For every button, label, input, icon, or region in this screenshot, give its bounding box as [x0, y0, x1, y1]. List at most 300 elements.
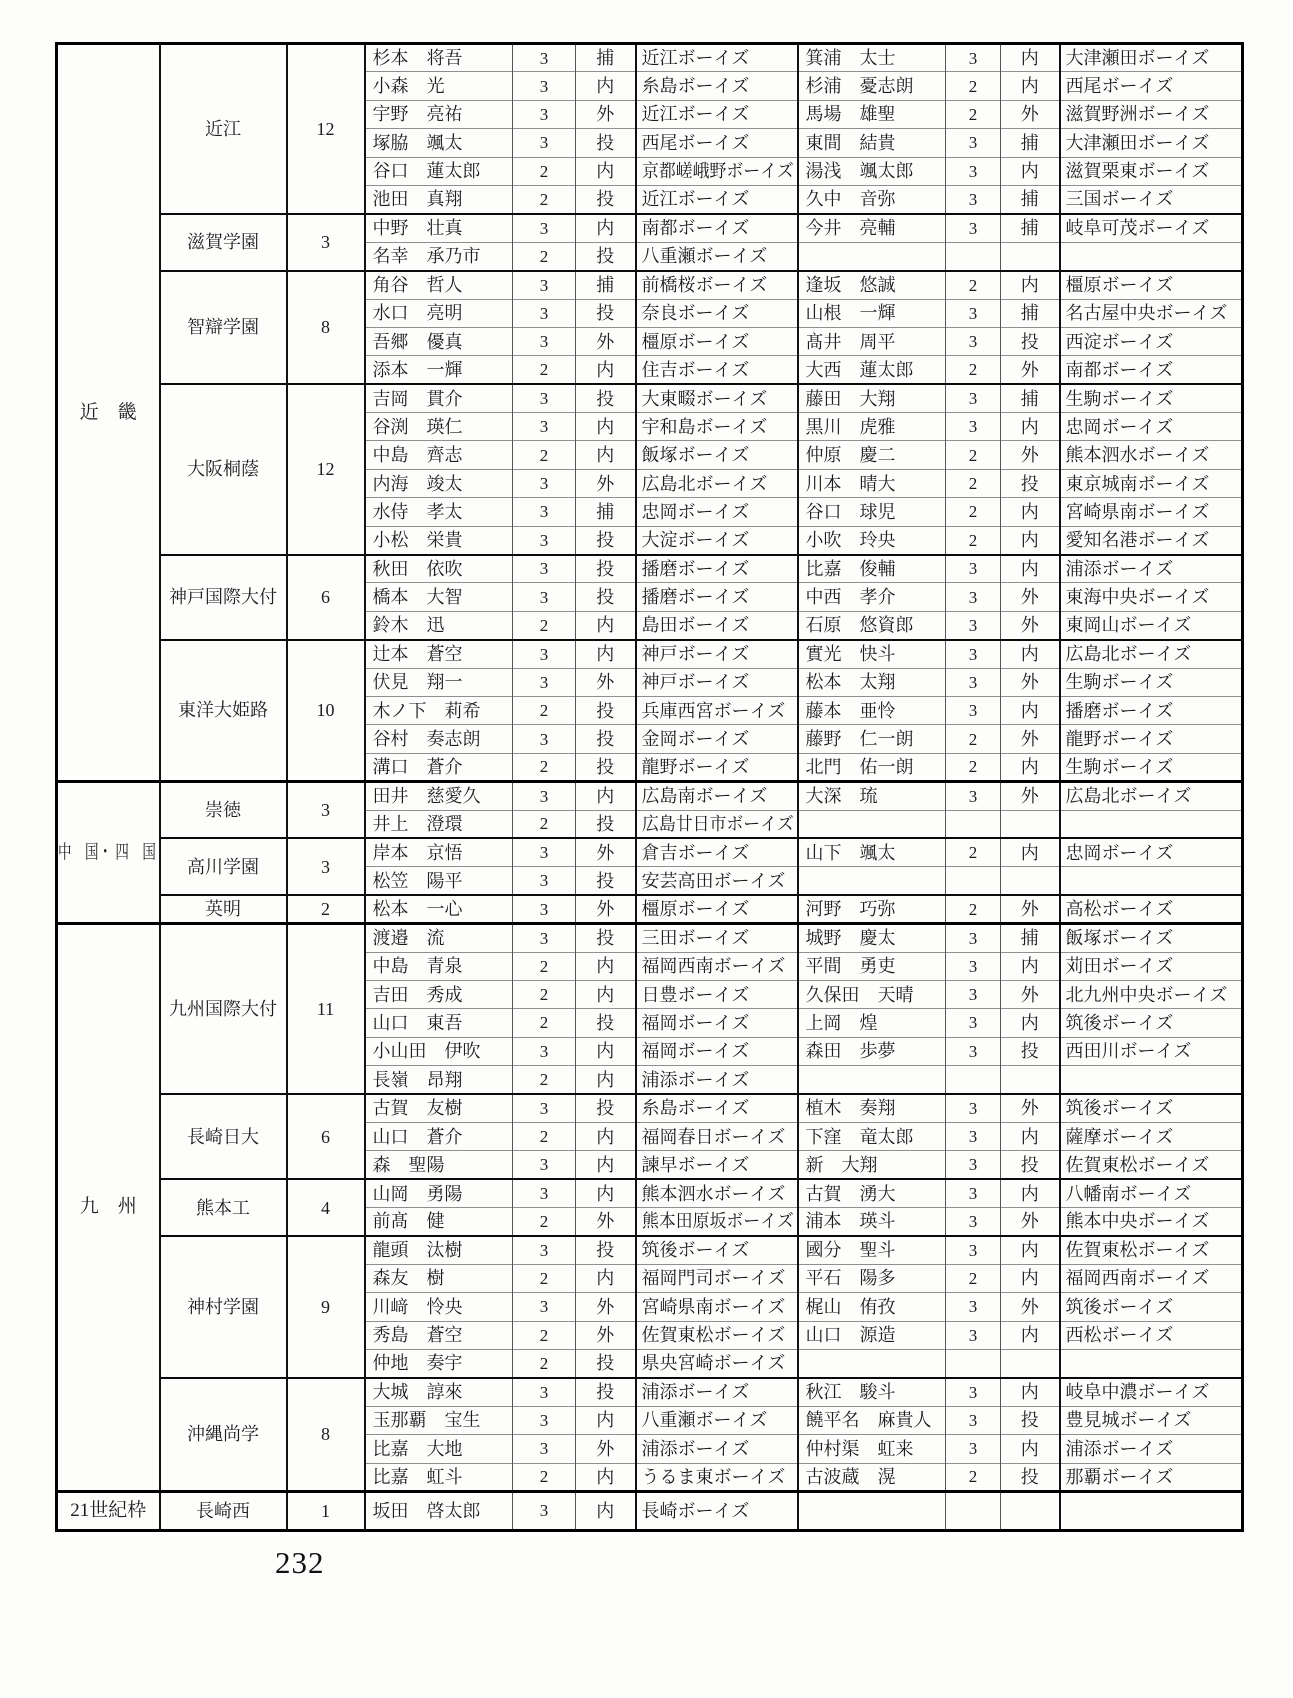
- player-name-cell: [798, 1179, 946, 1207]
- player-name-cell: [798, 640, 946, 668]
- player-team-cell: [636, 1378, 798, 1406]
- table-row: [57, 1491, 1243, 1530]
- player-position-cell: [576, 583, 636, 611]
- player-name-cell: [365, 867, 513, 895]
- player-grade-cell: [513, 583, 576, 611]
- player-name-cell-text: 岸本 京悟: [372, 842, 463, 863]
- player-grade-cell-text: 2: [539, 1353, 549, 1373]
- player-team-cell: [636, 668, 798, 696]
- player-count-cell: [287, 895, 365, 923]
- school-cell: [160, 214, 287, 271]
- player-team-cell-text: 福岡ボーイズ: [641, 1012, 750, 1033]
- player-team-cell: [636, 583, 798, 611]
- player-team-cell: [636, 129, 798, 157]
- player-team-cell-text: 兵庫西宮ボーイズ: [641, 700, 786, 721]
- player-grade-cell-text: 3: [539, 587, 549, 607]
- player-name-cell: [798, 753, 946, 781]
- player-position-cell-text: 外: [1020, 359, 1039, 380]
- player-grade-cell-text: 2: [539, 956, 549, 976]
- player-name-cell-text: 山口 東吾: [372, 1012, 463, 1033]
- player-team-cell-text: 倉吉ボーイズ: [641, 842, 750, 863]
- player-position-cell-text: 外: [1020, 729, 1039, 750]
- player-name-cell-text: 添本 一輝: [372, 359, 463, 380]
- player-position-cell: [576, 413, 636, 441]
- player-position-cell: [576, 129, 636, 157]
- player-team-cell-text: 西尾ボーイズ: [1065, 76, 1174, 97]
- player-grade-cell: [513, 469, 576, 497]
- player-name-cell-text: 湯浅 颯太郎: [805, 161, 914, 182]
- player-position-cell: [576, 1066, 636, 1094]
- player-name-cell-text: 浦本 瑛斗: [805, 1211, 896, 1232]
- player-name-cell-text: 森友 樹: [372, 1268, 445, 1289]
- player-team-cell-text: 高松ボーイズ: [1065, 899, 1174, 920]
- school-cell: [160, 895, 287, 923]
- player-team-cell-text: 生駒ボーイズ: [1065, 756, 1174, 777]
- player-count-cell-text: 10: [316, 700, 335, 721]
- player-team-cell: [1060, 1264, 1243, 1292]
- player-name-cell: [798, 327, 946, 355]
- player-grade-cell: [946, 640, 1001, 668]
- player-grade-cell-text: 2: [968, 843, 978, 863]
- player-name-cell: [798, 129, 946, 157]
- player-grade-cell-text: 3: [968, 559, 978, 579]
- player-team-cell: [1060, 640, 1243, 668]
- player-position-cell-text: 捕: [1020, 132, 1039, 153]
- player-position-cell-text: 外: [596, 1438, 615, 1459]
- school-cell: [160, 782, 287, 839]
- player-grade-cell: [946, 1349, 1001, 1377]
- player-team-cell-text: 大東畷ボーイズ: [641, 388, 768, 409]
- player-position-cell: [1001, 895, 1060, 923]
- player-grade-cell: [946, 413, 1001, 441]
- table-row: [57, 271, 1243, 299]
- player-position-cell: [576, 1349, 636, 1377]
- player-name-cell: [798, 1264, 946, 1292]
- player-position-cell: [576, 441, 636, 469]
- player-team-cell-text: 糸島ボーイズ: [641, 1098, 750, 1119]
- player-team-cell: [1060, 384, 1243, 412]
- player-team-cell-text: 岐阜中濃ボーイズ: [1065, 1382, 1210, 1403]
- player-name-cell: [798, 980, 946, 1008]
- player-name-cell-text: 中西 孝介: [805, 587, 896, 608]
- player-position-cell-text: 内: [1020, 530, 1039, 551]
- player-team-cell-text: 神戸ボーイズ: [641, 644, 750, 665]
- region-cell-text: 近 畿: [79, 401, 137, 423]
- player-grade-cell-text: 3: [539, 48, 549, 68]
- player-grade-cell: [513, 725, 576, 753]
- player-grade-cell: [946, 1293, 1001, 1321]
- player-team-cell: [636, 1066, 798, 1094]
- player-position-cell-text: 内: [1020, 161, 1039, 182]
- player-name-cell: [798, 952, 946, 980]
- player-team-cell: [636, 1208, 798, 1236]
- player-team-cell-text: 生駒ボーイズ: [1065, 672, 1174, 693]
- player-position-cell: [1001, 1066, 1060, 1094]
- player-team-cell-text: 忠岡ボーイズ: [1065, 842, 1174, 863]
- player-grade-cell-text: 3: [539, 530, 549, 550]
- player-team-cell: [636, 895, 798, 923]
- player-position-cell: [1001, 1264, 1060, 1292]
- player-position-cell: [1001, 1236, 1060, 1264]
- player-name-cell: [365, 299, 513, 327]
- player-team-cell-text: 橿原ボーイズ: [641, 331, 750, 352]
- player-name-cell-text: 吉田 秀成: [372, 984, 463, 1005]
- player-team-cell: [636, 1463, 798, 1491]
- player-team-cell: [636, 611, 798, 639]
- player-team-cell-text: 東海中央ボーイズ: [1065, 587, 1210, 608]
- player-position-cell-text: 投: [596, 132, 615, 153]
- player-team-cell-text: 福岡ボーイズ: [641, 1041, 750, 1062]
- player-position-cell-text: 外: [1020, 672, 1039, 693]
- player-team-cell: [1060, 72, 1243, 100]
- player-name-cell-text: 溝口 蒼介: [372, 756, 463, 777]
- player-name-cell: [365, 1236, 513, 1264]
- player-count-cell: [287, 640, 365, 782]
- player-team-cell-text: 浦添ボーイズ: [641, 1438, 750, 1459]
- player-position-cell-text: 外: [596, 104, 615, 125]
- player-grade-cell-text: 2: [968, 1467, 978, 1487]
- player-grade-cell-text: 3: [968, 332, 978, 352]
- player-name-cell-text: 長嶺 昂翔: [372, 1069, 463, 1090]
- player-team-cell-text: 京都嵯峨野ボーイズ: [641, 161, 794, 182]
- player-name-cell: [365, 1208, 513, 1236]
- player-position-cell: [1001, 1037, 1060, 1065]
- player-team-cell-text: 大津瀬田ボーイズ: [1065, 132, 1210, 153]
- player-grade-cell-text: 3: [539, 1382, 549, 1402]
- player-position-cell-text: 内: [1020, 1382, 1039, 1403]
- player-grade-cell-text: 2: [968, 76, 978, 96]
- player-name-cell-text: 植木 奏翔: [805, 1098, 896, 1119]
- player-grade-cell: [513, 129, 576, 157]
- player-team-cell-text: 橿原ボーイズ: [1065, 275, 1174, 296]
- player-grade-cell-text: 2: [539, 1325, 549, 1345]
- player-position-cell: [576, 810, 636, 838]
- player-team-cell: [1060, 1037, 1243, 1065]
- player-name-cell-text: 内海 竣太: [372, 473, 463, 494]
- table-row: [57, 1378, 1243, 1406]
- player-grade-cell: [513, 611, 576, 639]
- player-position-cell-text: 内: [596, 644, 615, 665]
- player-grade-cell: [946, 271, 1001, 299]
- player-grade-cell-text: 2: [539, 360, 549, 380]
- player-name-cell: [365, 952, 513, 980]
- player-team-cell-text: 奈良ボーイズ: [641, 303, 750, 324]
- player-position-cell: [1001, 469, 1060, 497]
- player-team-cell: [636, 498, 798, 526]
- player-position-cell: [576, 1378, 636, 1406]
- player-position-cell: [576, 384, 636, 412]
- player-team-cell-text: 東岡山ボーイズ: [1065, 615, 1192, 636]
- player-position-cell-text: 内: [596, 218, 615, 239]
- player-grade-cell-text: 3: [968, 389, 978, 409]
- player-team-cell: [1060, 1463, 1243, 1491]
- player-name-cell: [798, 1037, 946, 1065]
- player-grade-cell: [513, 753, 576, 781]
- player-name-cell: [798, 895, 946, 923]
- player-team-cell: [1060, 838, 1243, 866]
- school-cell: [160, 838, 287, 895]
- player-team-cell-text: 橿原ボーイズ: [641, 899, 750, 920]
- player-team-cell-text: 住吉ボーイズ: [641, 359, 750, 380]
- player-grade-cell-text: 3: [539, 1184, 549, 1204]
- player-team-cell: [1060, 725, 1243, 753]
- player-grade-cell-text: 2: [539, 1127, 549, 1147]
- player-position-cell: [1001, 555, 1060, 583]
- player-name-cell: [798, 299, 946, 327]
- player-name-cell: [798, 44, 946, 72]
- player-position-cell-text: 投: [1020, 1041, 1039, 1062]
- player-team-cell-text: 福岡門司ボーイズ: [641, 1268, 786, 1289]
- player-position-cell: [576, 72, 636, 100]
- region-cell: [57, 1491, 160, 1530]
- player-team-cell: [1060, 185, 1243, 213]
- player-team-cell-text: 福岡西南ボーイズ: [1065, 1268, 1210, 1289]
- player-position-cell-text: 捕: [596, 501, 615, 522]
- player-name-cell: [798, 867, 946, 895]
- player-team-cell-text: 長崎ボーイズ: [641, 1500, 750, 1521]
- player-position-cell-text: 捕: [1020, 388, 1039, 409]
- player-position-cell-text: 投: [596, 388, 615, 409]
- player-name-cell: [798, 413, 946, 441]
- player-grade-cell: [513, 1094, 576, 1122]
- player-team-cell: [1060, 583, 1243, 611]
- player-team-cell: [1060, 1378, 1243, 1406]
- player-name-cell-text: 逢坂 悠誠: [805, 275, 896, 296]
- player-position-cell: [1001, 1009, 1060, 1037]
- player-grade-cell: [513, 185, 576, 213]
- player-grade-cell: [513, 1122, 576, 1150]
- roster-table-body: [57, 44, 1243, 1531]
- school-cell: [160, 384, 287, 554]
- player-grade-cell: [513, 1208, 576, 1236]
- player-team-cell: [1060, 1491, 1243, 1530]
- school-cell-text: 大阪桐蔭: [187, 459, 259, 480]
- player-name-cell: [798, 72, 946, 100]
- region-cell-text: 21世紀枠: [70, 1499, 147, 1521]
- player-name-cell: [365, 980, 513, 1008]
- player-team-cell: [636, 555, 798, 583]
- player-grade-cell: [513, 924, 576, 952]
- player-position-cell-text: 捕: [1020, 303, 1039, 324]
- player-position-cell: [576, 611, 636, 639]
- player-name-cell-text: 川﨑 怜央: [372, 1296, 463, 1317]
- player-team-cell: [636, 1435, 798, 1463]
- player-team-cell: [1060, 696, 1243, 724]
- roster-table: [55, 42, 1244, 1532]
- player-name-cell: [798, 242, 946, 270]
- player-name-cell: [365, 1122, 513, 1150]
- player-grade-cell: [946, 327, 1001, 355]
- player-team-cell: [636, 1349, 798, 1377]
- player-name-cell-text: 木ノ下 莉希: [372, 700, 481, 721]
- player-position-cell-text: 投: [1020, 331, 1039, 352]
- player-grade-cell: [513, 214, 576, 242]
- player-position-cell-text: 内: [596, 1466, 615, 1487]
- player-grade-cell-text: 2: [539, 985, 549, 1005]
- player-team-cell-text: 広島廿日市ボーイズ: [641, 813, 794, 834]
- player-grade-cell: [513, 157, 576, 185]
- player-position-cell: [576, 1208, 636, 1236]
- player-name-cell-text: 角谷 哲人: [372, 275, 463, 296]
- player-name-cell-text: 谷村 奏志朗: [372, 729, 481, 750]
- player-position-cell: [1001, 413, 1060, 441]
- player-name-cell-text: 石原 悠資郎: [805, 615, 914, 636]
- player-team-cell-text: 西松ボーイズ: [1065, 1325, 1174, 1346]
- player-team-cell-text: 筑後ボーイズ: [641, 1240, 750, 1261]
- player-count-cell-text: 9: [321, 1296, 330, 1317]
- player-grade-cell-text: 3: [539, 502, 549, 522]
- player-position-cell: [576, 1094, 636, 1122]
- table-row: [57, 924, 1243, 952]
- player-name-cell-text: 新 大翔: [805, 1154, 878, 1175]
- player-team-cell: [1060, 753, 1243, 781]
- player-position-cell-text: 内: [1020, 700, 1039, 721]
- player-name-cell-text: 仲原 慶二: [805, 445, 896, 466]
- school-cell-text: 英明: [205, 899, 241, 920]
- player-name-cell: [365, 1094, 513, 1122]
- player-team-cell: [1060, 1122, 1243, 1150]
- player-name-cell-text: 平石 陽多: [805, 1268, 896, 1289]
- player-position-cell-text: 捕: [1020, 189, 1039, 210]
- player-name-cell: [365, 838, 513, 866]
- player-team-cell-text: 金岡ボーイズ: [641, 729, 750, 750]
- player-grade-cell-text: 2: [968, 275, 978, 295]
- player-position-cell: [576, 1321, 636, 1349]
- player-position-cell: [576, 952, 636, 980]
- player-team-cell-text: 南都ボーイズ: [1065, 359, 1174, 380]
- player-grade-cell-text: 3: [968, 1184, 978, 1204]
- player-position-cell: [1001, 214, 1060, 242]
- player-count-cell: [287, 1378, 365, 1492]
- player-position-cell-text: 内: [1020, 1268, 1039, 1289]
- player-grade-cell-text: 3: [968, 1041, 978, 1061]
- player-position-cell-text: 内: [596, 1041, 615, 1062]
- player-grade-cell-text: 2: [539, 615, 549, 635]
- player-position-cell-text: 外: [1020, 1296, 1039, 1317]
- player-position-cell: [1001, 583, 1060, 611]
- school-cell-text: 熊本工: [196, 1197, 250, 1218]
- player-grade-cell: [513, 980, 576, 1008]
- player-position-cell: [576, 469, 636, 497]
- player-team-cell-text: 薩摩ボーイズ: [1065, 1126, 1174, 1147]
- school-cell: [160, 1236, 287, 1378]
- player-grade-cell-text: 2: [539, 814, 549, 834]
- player-grade-cell-text: 3: [968, 48, 978, 68]
- player-name-cell-text: 杉浦 憂志朗: [805, 76, 914, 97]
- player-name-cell-text: 龍頭 汰樹: [372, 1240, 463, 1261]
- player-grade-cell: [946, 668, 1001, 696]
- player-position-cell: [1001, 44, 1060, 72]
- player-position-cell: [1001, 1378, 1060, 1406]
- player-grade-cell: [513, 242, 576, 270]
- player-grade-cell: [946, 753, 1001, 781]
- player-grade-cell: [513, 1463, 576, 1491]
- player-grade-cell-text: 3: [968, 615, 978, 635]
- player-grade-cell-text: 3: [539, 843, 549, 863]
- player-position-cell: [576, 44, 636, 72]
- player-name-cell-text: 辻本 蒼空: [372, 644, 463, 665]
- player-grade-cell: [946, 838, 1001, 866]
- player-grade-cell-text: 2: [539, 445, 549, 465]
- player-name-cell-text: 坂田 啓太郎: [372, 1500, 481, 1521]
- player-grade-cell-text: 3: [968, 644, 978, 664]
- player-name-cell-text: 小森 光: [372, 76, 445, 97]
- player-grade-cell-text: 3: [968, 189, 978, 209]
- player-grade-cell-text: 2: [968, 1268, 978, 1288]
- player-position-cell-text: 内: [596, 1268, 615, 1289]
- player-grade-cell: [946, 441, 1001, 469]
- player-name-cell-text: 森 聖陽: [372, 1154, 445, 1175]
- player-position-cell-text: 投: [596, 700, 615, 721]
- player-grade-cell-text: 3: [968, 985, 978, 1005]
- player-name-cell: [365, 157, 513, 185]
- player-team-cell: [636, 100, 798, 128]
- player-position-cell: [1001, 782, 1060, 810]
- player-position-cell: [1001, 640, 1060, 668]
- player-grade-cell: [946, 1463, 1001, 1491]
- player-count-cell-text: 3: [321, 232, 330, 253]
- school-cell-text: 神村学園: [187, 1296, 259, 1317]
- player-grade-cell: [946, 214, 1001, 242]
- player-team-cell: [636, 696, 798, 724]
- player-count-cell: [287, 1491, 365, 1530]
- player-grade-cell: [513, 327, 576, 355]
- player-grade-cell: [513, 1264, 576, 1292]
- player-team-cell: [636, 640, 798, 668]
- player-name-cell: [798, 185, 946, 213]
- player-grade-cell-text: 3: [539, 928, 549, 948]
- player-position-cell: [576, 498, 636, 526]
- player-grade-cell-text: 3: [968, 1211, 978, 1231]
- player-position-cell: [1001, 725, 1060, 753]
- player-position-cell-text: 外: [1020, 899, 1039, 920]
- player-grade-cell: [946, 72, 1001, 100]
- player-grade-cell: [946, 810, 1001, 838]
- player-name-cell: [798, 1122, 946, 1150]
- player-grade-cell: [946, 1406, 1001, 1434]
- player-name-cell: [365, 214, 513, 242]
- player-grade-cell-text: 3: [968, 786, 978, 806]
- player-position-cell-text: 内: [596, 1126, 615, 1147]
- player-grade-cell-text: 2: [968, 899, 978, 919]
- player-team-cell: [636, 1151, 798, 1179]
- player-grade-cell-text: 3: [968, 161, 978, 181]
- player-team-cell: [636, 810, 798, 838]
- player-grade-cell: [513, 1151, 576, 1179]
- player-name-cell: [365, 356, 513, 384]
- player-team-cell-text: 八重瀬ボーイズ: [641, 246, 768, 267]
- player-name-cell: [798, 100, 946, 128]
- player-position-cell-text: 内: [1020, 275, 1039, 296]
- player-name-cell: [798, 526, 946, 554]
- player-name-cell: [365, 384, 513, 412]
- player-grade-cell-text: 3: [539, 1297, 549, 1317]
- player-grade-cell-text: 3: [539, 303, 549, 323]
- player-grade-cell: [513, 1435, 576, 1463]
- player-team-cell: [1060, 1406, 1243, 1434]
- player-count-cell: [287, 271, 365, 385]
- player-grade-cell: [946, 356, 1001, 384]
- player-position-cell-text: 内: [596, 1500, 615, 1521]
- player-count-cell-text: 2: [321, 899, 330, 920]
- player-grade-cell-text: 2: [968, 530, 978, 550]
- player-position-cell: [576, 1009, 636, 1037]
- player-name-cell-text: 川本 晴大: [805, 473, 896, 494]
- player-team-cell-text: 佐賀東松ボーイズ: [641, 1325, 786, 1346]
- player-name-cell-text: 山口 源造: [805, 1325, 896, 1346]
- player-grade-cell: [946, 185, 1001, 213]
- player-grade-cell: [513, 299, 576, 327]
